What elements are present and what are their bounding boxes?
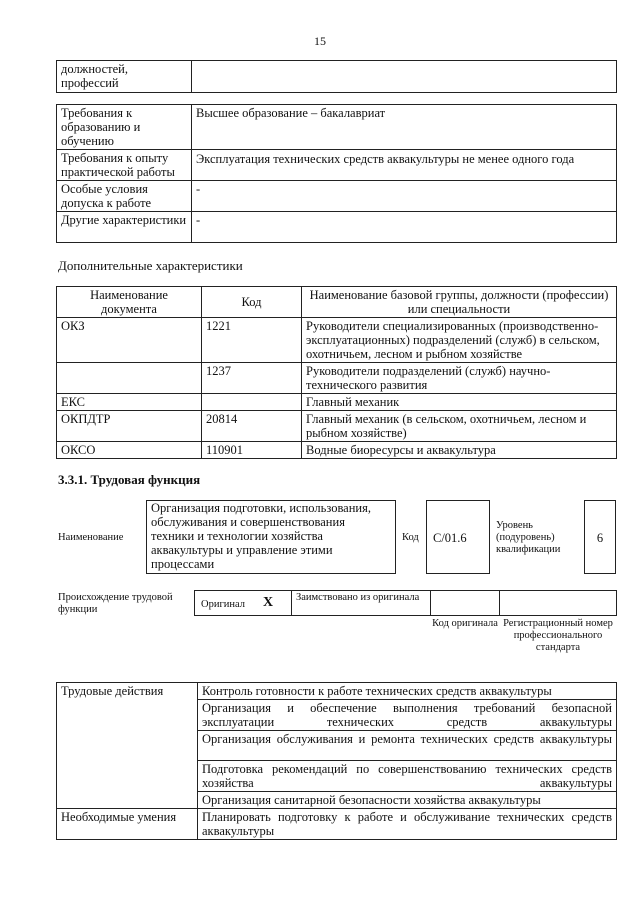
origin-original-cell [194,590,292,616]
function-code-box [426,500,490,574]
req-conditions-value: - [192,181,617,212]
add-row-name: Главный механик (в сельском, охотничьем, лесном и рыбном хозяйстве) [302,411,617,442]
add-row-name: Руководители подразделений (служб) научно-технического развития [302,363,617,394]
req-experience-value: Эксплуатация технических средств аквакультуры не менее одного года [192,150,617,181]
origin-label: Происхождение трудовой функции [58,592,173,615]
function-name-value: Организация подготовки, использования, обслуживания и совершенствования техники и технологии хозяйства аквакультуры и управление этими процессами [151,501,371,571]
additional-table [56,286,617,459]
additional-title: Дополнительные характеристики [58,258,243,273]
action-item: Организация санитарной безопасности хозяйства аквакультуры [198,792,617,809]
add-header-code: Код [202,287,302,318]
top-table-label: должностей, профессий [57,61,192,93]
add-header-doc: Наименование документа [57,287,202,318]
add-row-doc: ОКПДТР [57,411,202,442]
skill-item: Планировать подготовку к работе и обслуживание технических средств аквакультуры [198,809,617,840]
add-row-doc: ЕКС [57,394,202,411]
function-code-label: Код [402,532,419,543]
req-other-label: Другие характеристики [57,212,192,243]
function-level-label: Уровень (подуровень) квалификации [496,520,561,555]
action-item: Организация обслуживания и ремонта технических средств аквакультуры [198,731,617,761]
origin-code-caption: Код оригинала [432,618,498,629]
add-row-code: 20814 [202,411,302,442]
origin-borrowed-label: Заимствовано из оригинала [296,592,420,603]
function-level-value: 6 [596,531,604,545]
add-row-code: 1237 [202,363,302,394]
function-level-box [584,500,616,574]
action-item: Контроль готовности к работе технических средств аквакультуры [198,683,617,700]
add-row-name: Главный механик [302,394,617,411]
add-row-doc: ОКЗ [57,318,202,363]
add-row-code: 110901 [202,442,302,459]
requirements-table [56,104,617,243]
origin-mark: X [263,595,274,610]
function-code-value: C/01.6 [433,531,467,545]
add-header-name: Наименование базовой группы, должности (профессии) или специальности [302,287,617,318]
top-table-value [192,61,617,93]
origin-reg-cell [499,590,617,616]
origin-original-label: Оригинал [201,599,245,610]
req-other-value: - [192,212,617,243]
skills-label: Необходимые умения [57,809,198,840]
action-item: Подготовка рекомендаций по совершенствованию технических средств хозяйства аквакультуры [198,761,617,792]
page-number: 15 [314,34,326,48]
add-row-doc: ОКСО [57,442,202,459]
top-table [56,60,617,93]
req-education-label: Требования к образованию и обучению [57,105,192,150]
add-row-name: Руководители специализированных (производственно-эксплуатационных) подразделений (служб) в сельском, охотничьем, лесном и рыбном хозяйстве [302,318,617,363]
function-name-box [146,500,396,574]
add-row-code [202,394,302,411]
add-row-code: 1221 [202,318,302,363]
action-item: Организация и обеспечение выполнения требований безопасной эксплуатации технических средств аквакультуры [198,700,617,731]
origin-reg-caption: Регистрационный номер профессионального стандарта [503,618,613,653]
add-row-doc [57,363,202,394]
function-name-label: Наименование [58,532,124,543]
actions-table [56,682,617,840]
req-conditions-label: Особые условия допуска к работе [57,181,192,212]
req-education-value: Высшее образование – бакалавриат [192,105,617,150]
origin-code-cell [430,590,500,616]
actions-label: Трудовые действия [57,683,198,809]
origin-borrowed-cell [291,590,431,616]
function-title: 3.3.1. Трудовая функция [58,472,201,487]
add-row-name: Водные биоресурсы и аквакультура [302,442,617,459]
req-experience-label: Требования к опыту практической работы [57,150,192,181]
